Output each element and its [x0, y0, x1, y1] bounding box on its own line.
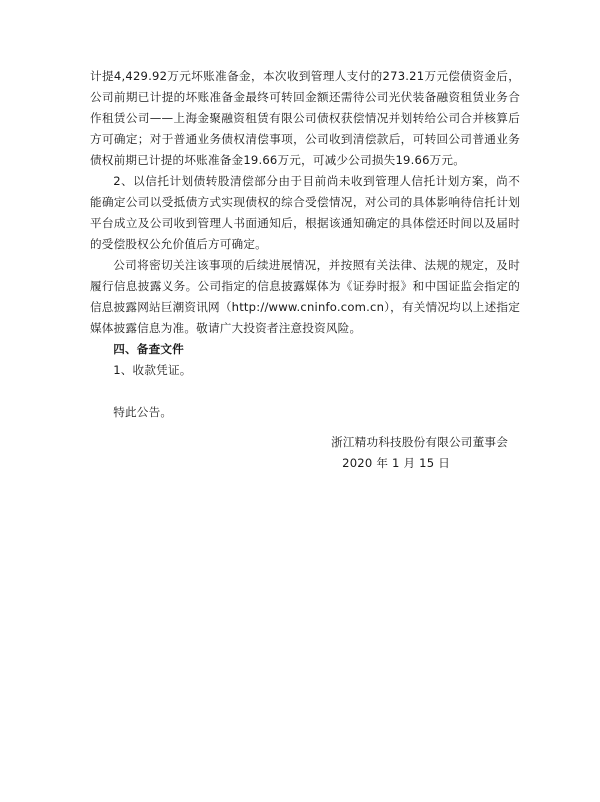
- closing-statement: 特此公告。: [113, 405, 173, 419]
- paragraph-bad-debt-provision: 计提4,429.92万元坏账准备金，本次收到管理人支付的273.21万元偿债资金后，公司前期已计提的坏账准备金最终可转回金额还需待公司光伏装备融资租赁业务合作租赁公司——上海金聚融资租赁有限公司债权获偿情况并划转给公司合并核算后方可确定；对于普通业务债权清偿事项，公司收到清偿款后，可转回公司普通业务债权前期已计提的坏账准备金19.66万元，可减少公司损失19.66万元。: [90, 69, 520, 167]
- document-body: [90, 66, 520, 423]
- section-heading-reference-documents: 四、备查文件: [113, 342, 184, 356]
- signature-date: 2020 年 1 月 15 日: [342, 456, 450, 470]
- paragraph-trust-plan: 2、以信托计划债转股清偿部分由于目前尚未收到管理人信托计划方案，尚不能确定公司以受抵债方式实现债权的综合受偿情况，对公司的具体影响待信托计划平台成立及公司收到管理人书面通知后，根据该通知确定的具体偿还时间以及届时的受偿股权公允价值后方可确定。: [90, 174, 520, 251]
- signature-organization: 浙江精功科技股份有限公司董事会: [331, 435, 508, 449]
- paragraph-disclosure-notice: 公司将密切关注该事项的后续进展情况，并按照有关法律、法规的规定，及时履行信息披露义务。公司指定的信息披露媒体为《证券时报》和中国证监会指定的信息披露网站巨潮资讯网（http://www.cninfo.com.cn），有关情况均以上述指定媒体披露信息为准。敬请广大投资者注意投资风险。: [90, 258, 520, 335]
- attachment-item: 1、收款凭证。: [113, 363, 192, 377]
- spacer: [90, 381, 520, 402]
